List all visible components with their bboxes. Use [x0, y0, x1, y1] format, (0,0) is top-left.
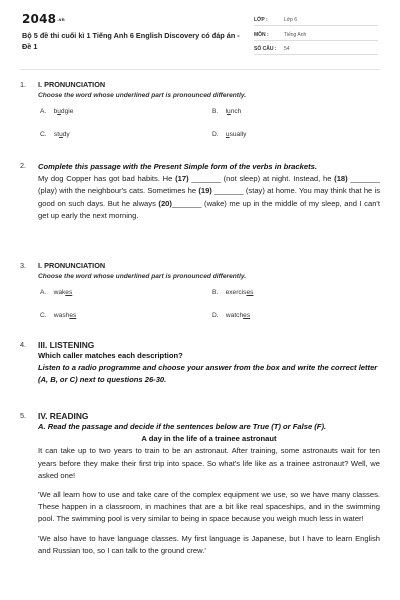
meta-value: Tiếng Anh: [284, 32, 307, 38]
meta-value: Lớp 6: [284, 17, 298, 23]
passage-paragraph-1: It can take up to two years to train to be an astronaut. After training, some astronauts wait for ten years before they make their first trip into space. So what's life like as a trainee astronaut? Well, we asked one!: [38, 446, 380, 480]
logo-suffix: .vn: [57, 17, 65, 22]
option-c[interactable]: C. study: [40, 131, 70, 138]
question-number: 4.: [20, 340, 27, 349]
option-b[interactable]: B. exercises: [212, 289, 254, 296]
meta-row-count: [254, 43, 378, 55]
question-number: 1.: [20, 80, 27, 89]
blank-17[interactable]: (17): [175, 174, 189, 184]
section-heading: I. PRONUNCIATION: [38, 261, 106, 270]
option-a[interactable]: A. budgie: [40, 108, 74, 115]
blank-20[interactable]: (20): [158, 198, 172, 208]
question-number: 5.: [20, 411, 27, 420]
meta-label: MÔN :: [254, 32, 269, 38]
question-instruction: Choose the word whose underlined part is pronounced differently.: [38, 273, 247, 280]
question-instruction: A. Read the passage and decide if the sentences below are True (T) or False (F).: [38, 422, 327, 431]
option-d[interactable]: D. watches: [212, 312, 251, 319]
meta-label: SỐ CÂU :: [254, 46, 277, 52]
question-instruction: Complete this passage with the Present Simple form of the verbs in brackets.: [38, 162, 317, 171]
question-number: 3.: [20, 261, 27, 270]
blank-18[interactable]: (18): [334, 174, 348, 184]
option-c[interactable]: C. washes: [40, 312, 77, 319]
passage-paragraph-2: 'We all learn how to use and take care of the complex equipment we use, so we have many classes. These happen in a classroom, in machines that are a bit like real spaceships, and in the swimming pool. The swimming pool is very similar to being in space because you weigh much less in water!: [38, 490, 380, 524]
question-instruction: Choose the word whose underlined part is pronounced differently.: [38, 92, 247, 99]
header-divider: [20, 69, 380, 70]
blank-19[interactable]: (19): [198, 186, 212, 196]
section-heading: I. PRONUNCIATION: [38, 80, 106, 89]
meta-row-class: [254, 14, 378, 26]
option-d[interactable]: D. usually: [212, 131, 247, 138]
passage-text: My dog Copper has got bad habits. He (17) _______ (not sleep) at night. Instead, he (18) _______ (play) with the neighbour's cats. Sometimes he (19) _______ (stay) at home. You may think that he is good on such days. But he always (20)_______ (wake) me up in the middle of my sleep, and I can't get up early the next morning.: [38, 174, 380, 220]
answer-options: [38, 104, 380, 144]
passage-title: A day in the life of a trainee astronaut: [141, 434, 277, 444]
option-b[interactable]: B. lunch: [212, 108, 242, 115]
document-header: [0, 0, 400, 66]
question-number: 2.: [20, 161, 27, 170]
meta-row-subject: [254, 29, 378, 41]
logo-main: 2048: [22, 12, 57, 26]
question-instruction: Listen to a radio programme and choose your answer from the box and write the correct letter (A, B, or C) next to questions 26-30.: [38, 363, 378, 385]
site-logo[interactable]: [22, 12, 65, 26]
answer-options: [38, 285, 380, 325]
question-text: Which caller matches each description?: [38, 351, 183, 360]
section-heading: III. LISTENING: [38, 340, 95, 350]
section-heading: IV. READING: [38, 411, 89, 421]
passage-paragraph-3: 'We also have to have language classes. My first language is Japanese, but I have to learn English and Russian too, so I can talk to the ground crew.': [38, 533, 380, 555]
option-a[interactable]: A. wakes: [40, 289, 73, 296]
document-title: Bộ 5 đề thi cuối kì 1 Tiếng Anh 6 English Discovery có đáp án - Đề 1: [22, 31, 240, 51]
meta-value: 54: [284, 46, 290, 52]
meta-label: LỚP :: [254, 17, 268, 23]
